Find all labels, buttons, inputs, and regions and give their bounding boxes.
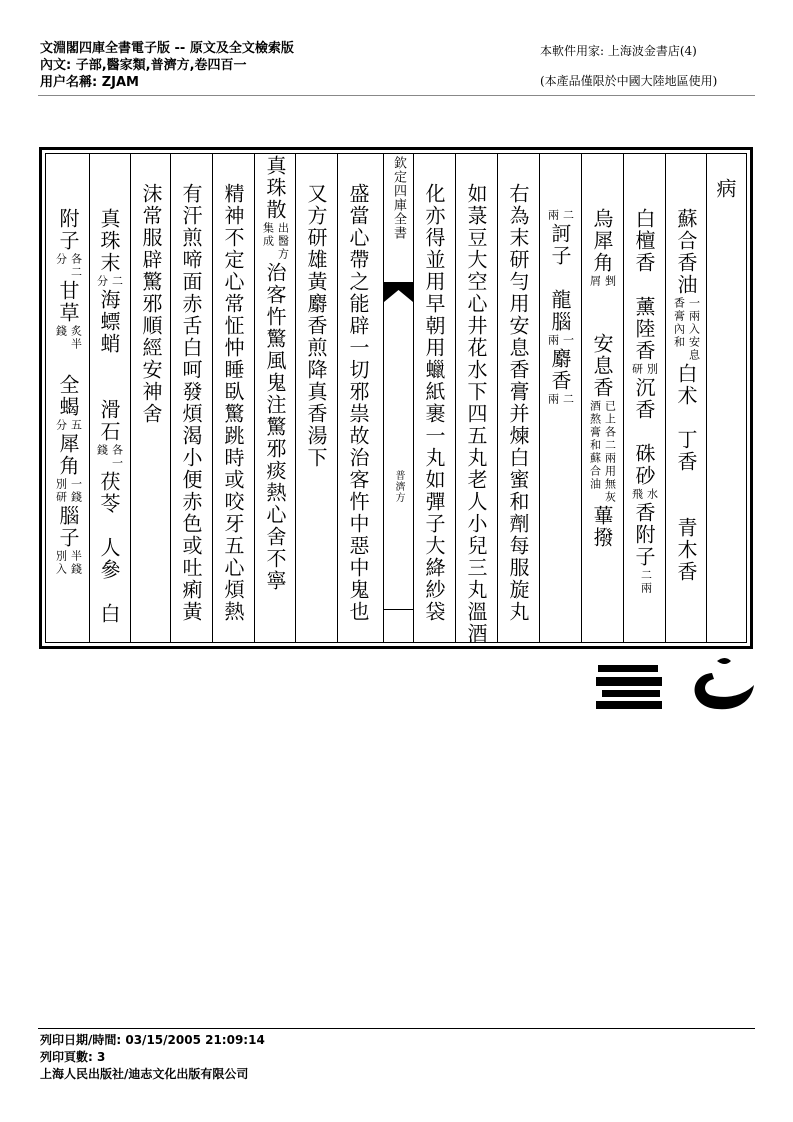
main-text: 蓽撥 (590, 505, 614, 549)
fishtail-mark-icon (384, 282, 413, 306)
note-right-line: 一兩入安息 (687, 297, 701, 362)
note-left-line: 屑 (588, 275, 602, 288)
main-text: 右為末研勻用安息香膏并煉白蜜和劑每服旋丸 (506, 183, 530, 623)
note-right-line: 各二 (69, 253, 83, 279)
note-left-line: 研 (630, 363, 644, 376)
annotation-note (96, 444, 123, 470)
note-left-line: 別研 (54, 478, 68, 504)
note-left-line: 別入 (54, 550, 68, 576)
text-column (296, 183, 336, 469)
main-text: 如菉豆大空心井花水下四五丸老人小兒三丸溫酒 (464, 183, 488, 645)
annotation-note (262, 222, 289, 261)
center-book-name: 普濟方 (393, 470, 404, 503)
note-right-line: 出醫方 (276, 222, 290, 261)
main-text: 沫常服辟驚邪順經安神舍 (139, 183, 163, 425)
text-column (213, 183, 253, 623)
main-text: 真珠末 (97, 208, 121, 274)
text-column (624, 208, 664, 596)
main-text: 安息香 (590, 289, 614, 399)
note-right-line: 炙半 (69, 325, 83, 351)
note-right-line: 各一 (110, 444, 124, 470)
note-right-line: 水 (645, 488, 659, 501)
annotation-note (589, 275, 616, 288)
annotation-note (96, 275, 123, 288)
annotation-note (55, 478, 82, 504)
text-column (456, 183, 496, 645)
text-column (48, 208, 88, 577)
annotation-note (55, 253, 82, 279)
main-text: 腦子 (56, 505, 80, 549)
text-column (414, 183, 454, 623)
note-right-line: 一錢 (69, 478, 83, 504)
annotation-note (55, 419, 82, 432)
main-text: 麝香 (548, 348, 572, 392)
main-text: 全蝎 (56, 352, 80, 418)
main-text: 真珠散 (263, 155, 287, 221)
text-column (582, 208, 622, 549)
main-text: 治客忤驚風鬼注驚邪痰熱心舍不寧 (263, 262, 287, 592)
note-left-line: 兩 (546, 393, 560, 406)
annotation-note (547, 209, 574, 222)
note-right-line: 二 (561, 209, 575, 222)
note-right-line: 二兩 (639, 569, 653, 595)
column-rule (746, 154, 747, 642)
main-text: 附子 (56, 208, 80, 252)
column-rule (706, 154, 707, 642)
note-left-line: 飛 (630, 488, 644, 501)
note-right-line: 剉 (603, 275, 617, 288)
note-left-line: 分 (95, 275, 109, 288)
annotation-note (55, 550, 82, 576)
main-text: 香附子 (632, 502, 656, 568)
main-text: 盛當心帶之能辟一切邪祟故治客忤中惡中鬼也 (346, 183, 370, 623)
main-text: 化亦得並用早朝用蠟紙裹一丸如彈子大絳紗袋 (422, 183, 446, 623)
note-right-line: 一 (561, 334, 575, 347)
text-column (540, 208, 580, 407)
note-right-line: 半錢 (69, 550, 83, 576)
text-grid (45, 153, 747, 643)
main-text: 病 (713, 178, 737, 200)
annotation-note (589, 400, 616, 504)
breadcrumb: 內文: 子部,醫家類,普濟方,卷四百一 (40, 58, 247, 73)
main-text: 蘇合香油 (674, 208, 698, 296)
main-text: 茯苓 人參 白 (97, 471, 121, 625)
main-text: 又方研雄黃麝香煎降真香湯下 (304, 183, 328, 469)
main-text: 有汗煎啼面赤舌白呵發煩渴小便赤色或吐痢黃 (179, 183, 203, 623)
note-left-line: 錢 (54, 325, 68, 338)
print-date: 列印日期/時間: 03/15/2005 21:09:14 (40, 1033, 265, 1047)
page-frame (39, 147, 753, 649)
header-divider (38, 95, 755, 96)
main-text: 犀角 (56, 433, 80, 477)
restriction-text: (本產品僅限於中國大陸地區使用) (540, 74, 718, 88)
note-right-line: 二 (561, 393, 575, 406)
footer-divider (38, 1028, 755, 1029)
text-column (498, 183, 538, 623)
main-text: 白檀香 薰陸香 (632, 208, 656, 362)
annotation-note (637, 569, 652, 595)
text-column (705, 178, 745, 200)
app-title: 文淵閣四庫全書電子版 -- 原文及全文檢索版 (40, 41, 294, 56)
text-column (131, 183, 171, 425)
text-column (171, 183, 211, 623)
annotation-note (631, 363, 658, 376)
note-left-line: 香膏內和 (672, 297, 686, 349)
annotation-note (55, 325, 82, 351)
note-left-line: 兩 (546, 334, 560, 347)
note-left-line: 分 (54, 419, 68, 432)
annotation-note (631, 488, 658, 501)
note-right-line: 五 (69, 419, 83, 432)
print-pages: 列印頁數: 3 (40, 1050, 106, 1064)
main-text: 沉香 硃砂 (632, 377, 656, 487)
publisher: 上海人民出版社/迪志文化出版有限公司 (40, 1067, 249, 1081)
note-left-line: 分 (54, 253, 68, 266)
publisher-seal-icon (592, 655, 757, 715)
text-column (666, 208, 706, 583)
text-column (338, 183, 378, 623)
main-text: 白术 丁香 青木香 (674, 363, 698, 583)
annotation-note (547, 334, 574, 347)
center-title: 欽定四庫全書 (391, 156, 406, 240)
note-left-line: 酒熬膏和蘇合油 (588, 400, 602, 491)
annotation-note (547, 393, 574, 406)
note-right-line: 別 (645, 363, 659, 376)
note-left-line: 兩 (546, 209, 560, 222)
note-left-line: 集成 (261, 222, 275, 248)
main-text: 海螵蛸 滑石 (97, 289, 121, 443)
main-text: 烏犀角 (590, 208, 614, 274)
licensee-text: 本軟件用家: 上海波金書店(4) (540, 44, 697, 58)
note-right-line: 已上各二兩用無灰 (603, 400, 617, 504)
main-text: 精神不定心常怔忡睡臥驚跳時或咬牙五心煩熱 (221, 183, 245, 623)
user-name: 用户名稱: ZJAM (40, 75, 139, 90)
main-text: 訶子 龍腦 (548, 223, 572, 333)
center-strip (384, 154, 413, 642)
note-left-line: 錢 (95, 444, 109, 457)
main-text: 甘草 (56, 280, 80, 324)
note-right-line: 二 (110, 275, 124, 288)
annotation-note (673, 297, 700, 362)
text-column (255, 155, 295, 592)
text-column (89, 208, 129, 625)
